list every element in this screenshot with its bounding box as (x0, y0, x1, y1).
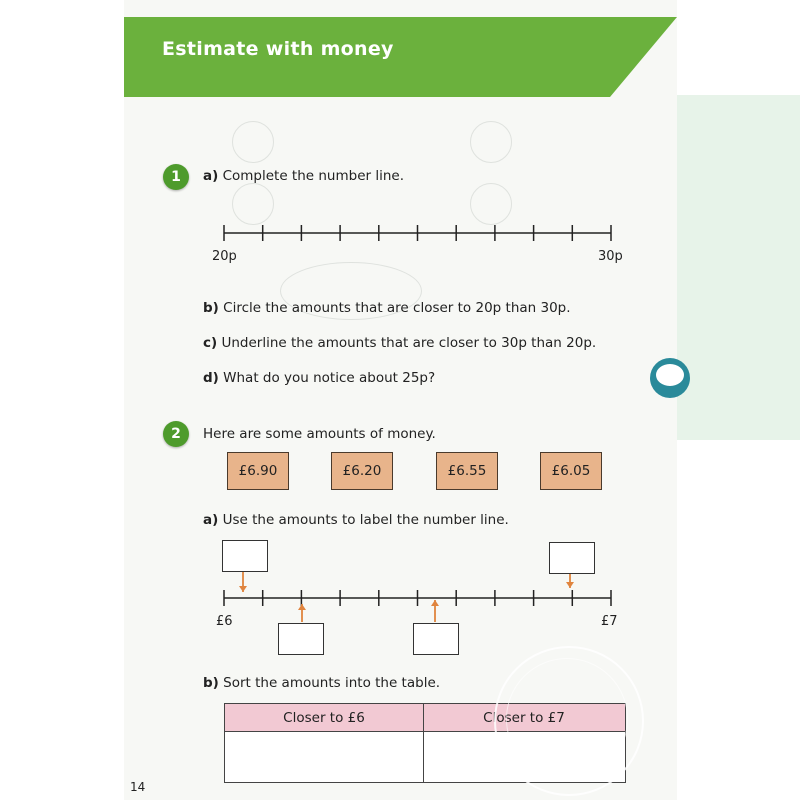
answer-box[interactable] (278, 623, 324, 655)
q1d-letter: d) (203, 370, 219, 386)
q2b-prompt (203, 675, 440, 691)
watermark-stamp-ring (506, 658, 628, 780)
q2-line-start-label: £6 (216, 614, 233, 629)
money-card: £6.90 (227, 452, 289, 490)
q1b-letter: b) (203, 300, 219, 316)
page-tab-inner (656, 364, 684, 386)
page-number: 14 (130, 780, 146, 794)
question-2-badge: 2 (163, 421, 189, 447)
answer-box[interactable] (413, 623, 459, 655)
question-1-badge: 1 (163, 164, 189, 190)
money-card: £6.55 (436, 452, 498, 490)
money-card: £6.05 (540, 452, 602, 490)
q1b-prompt (203, 300, 571, 316)
q1a-letter: a) (203, 168, 219, 184)
arrow-head (298, 604, 306, 610)
q1d-text: What do you notice about 25p? (223, 370, 436, 386)
q2a-letter: a) (203, 512, 219, 528)
q2a-prompt (203, 512, 509, 528)
arrow-head (431, 600, 439, 606)
q1c-text: Underline the amounts that are closer to 30p than 20p. (221, 335, 597, 351)
q1b-text: Circle the amounts that are closer to 20p than 30p. (223, 300, 571, 316)
q2-line-end-label: £7 (601, 614, 618, 629)
q1c-letter: c) (203, 335, 218, 351)
table-header-closer-to-7: Closer to £7 (483, 710, 565, 726)
table-cell-closer-to-6[interactable] (225, 732, 423, 782)
q2a-text: Use the amounts to label the number line. (222, 512, 509, 528)
q2-number-line (224, 590, 611, 606)
arrow-head (239, 586, 247, 592)
page-title: Estimate with money (162, 38, 394, 60)
q1-line-end-label: 30p (598, 249, 623, 264)
q1-number-line (224, 225, 611, 241)
q2b-letter: b) (203, 675, 219, 691)
answer-box[interactable] (222, 540, 268, 572)
sort-table-divider (423, 704, 424, 782)
q1a-text: Complete the number line. (222, 168, 405, 184)
q1-line-start-label: 20p (212, 249, 237, 264)
q1d-prompt (203, 370, 435, 386)
q2-arrows (239, 571, 574, 622)
money-card: £6.20 (331, 452, 393, 490)
answer-box[interactable] (549, 542, 595, 574)
arrow-head (566, 582, 574, 588)
q2-intro: Here are some amounts of money. (203, 426, 436, 442)
q2b-text: Sort the amounts into the table. (223, 675, 441, 691)
table-header-closer-to-6: Closer to £6 (283, 710, 365, 726)
q1c-prompt (203, 335, 596, 351)
